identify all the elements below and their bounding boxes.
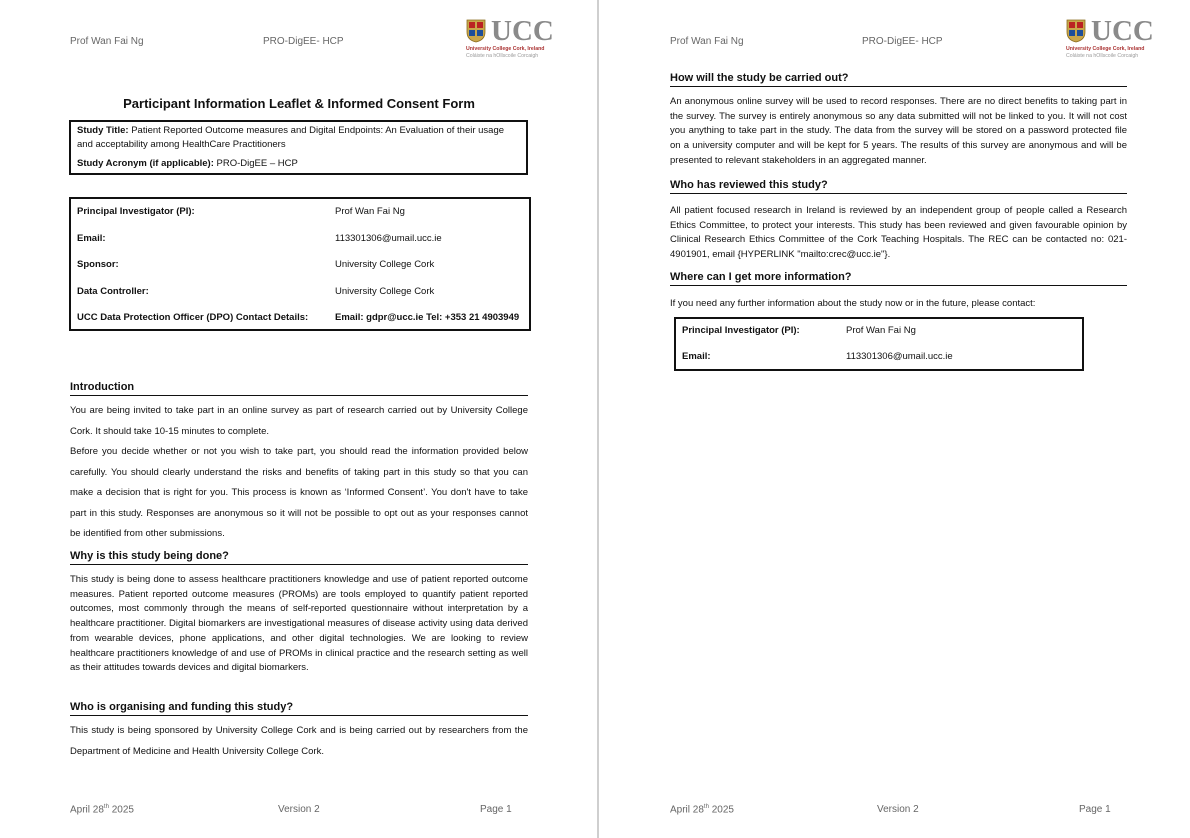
logo-wordmark: UCC [1091,15,1154,47]
section-heading-how: How will the study be carried out? [670,72,1127,87]
contact-label: Principal Investigator (PI): [77,206,195,217]
contact-value: University College Cork [335,286,435,297]
logo-subtitle-irish: Coláiste na hOllscoile Corcaigh [466,53,539,59]
ucc-logo [1066,15,1154,61]
contact-row [682,351,711,362]
who-paragraph: This study is being sponsored by University College Cork and is being carried out by researchers from the Department of Medicine and Health University College Cork. [70,725,528,757]
section-heading-who: Who is organising and funding this study? [70,701,528,716]
contact-label: Sponsor: [77,259,119,270]
footer-date: April 28th 2025 [670,804,734,816]
page-divider [597,0,599,838]
contact-row [77,233,106,244]
header-author: Prof Wan Fai Ng [670,36,744,47]
how-paragraph: An anonymous online survey will be used to record responses. There are no direct benefits to taking part in the survey. The survey is entirely anonymous so any data submitted will not be linked to you. It will not cost you anything to take part in the study. The data from the survey will be stored on a password protected file on a university computer and will be kept for 5 years. The results of this survey are anonymous and will be presented to relevant stakeholders in an aggregated manner. [670,96,1127,166]
contact-row [77,286,149,297]
footer-page: Page 1 [480,804,512,815]
section-heading-more-info: Where can I get more information? [670,271,1127,286]
study-title-value: Patient Reported Outcome measures and Digital Endpoints: An Evaluation of their usage and acceptability among HealthCare Practitioners [77,125,505,150]
crest-icon [1066,19,1086,43]
page-2 [600,0,1190,838]
contact-label: Email: [77,233,106,244]
footer-version: Version 2 [877,804,919,815]
crest-icon [466,19,486,43]
contact-value: University College Cork [335,259,435,270]
header-author: Prof Wan Fai Ng [70,36,144,47]
contact-row [682,325,800,336]
contact-value[interactable]: 113301306@umail.ucc.ie [846,351,953,362]
header-project: PRO-DigEE- HCP [862,36,943,47]
footer-date: April 28th 2025 [70,804,134,816]
logo-subtitle: University College Cork, Ireland [1066,46,1145,52]
contact-label: Principal Investigator (PI): [682,325,800,336]
logo-wordmark: UCC [491,15,554,47]
why-paragraph: This study is being done to assess healthcare practitioners knowledge and use of patient reported outcome measures. Patient reported outcome measures (PROMs) are tools employed to quantify patient reported outcomes, most commonly through the means of self-reported questionnaire without interpretation by a healthcare practitioner. Digital biomarkers are investigational measures of disease activity using data derived from wearable devices, phone applications, and other digital technologies. We are looking to review healthcare practitioners knowledge of and use of PROMs in clinical practice and the research setting as well as their attitudes towards devices and digital biomarkers. [70,574,528,674]
section-heading-reviewed: Who has reviewed this study? [670,179,1127,194]
acronym-label: Study Acronym (if applicable): [77,158,214,169]
intro-paragraph-1: You are being invited to take part in an online survey as part of research carried out by University College Cork. It should take 10-15 minutes to complete. [70,405,528,437]
section-heading-why: Why is this study being done? [70,550,528,565]
acronym-line [77,157,520,171]
contacts-box [674,317,1084,371]
contact-value: Prof Wan Fai Ng [846,325,916,336]
contact-label: UCC Data Protection Officer (DPO) Contact Details: [77,312,309,323]
contact-value: Prof Wan Fai Ng [335,206,405,217]
contact-row [77,206,195,217]
intro-paragraph-2: Before you decide whether or not you wish to take part, you should read the information provided below carefully. You should clearly understand the risks and benefits of taking part in this study so that you can make a decision that is right for you. This process is known as ‘Informed Consent’. You don't have to take part in this study. Responses are anonymous so it will not be possible to opt out as your responses cannot be identified from other submissions. [70,446,528,540]
contact-row [77,312,308,323]
contact-label: Email: [682,351,711,362]
logo-subtitle-irish: Coláiste na hOllscoile Corcaigh [1066,53,1139,59]
contact-value[interactable]: Email: gdpr@ucc.ie Tel: +353 21 4903949 [335,312,520,323]
study-title-label: Study Title: [77,125,129,136]
document-title: Participant Information Leaflet & Informed Consent Form [123,96,475,111]
section-heading-introduction: Introduction [70,381,528,396]
header-project: PRO-DigEE- HCP [263,36,344,47]
ucc-logo [466,15,554,61]
logo-subtitle: University College Cork, Ireland [466,46,545,52]
contact-label: Data Controller: [77,286,149,297]
footer-page: Page 1 [1079,804,1111,815]
study-title-box [69,120,528,175]
footer-version: Version 2 [278,804,320,815]
reviewed-paragraph: All patient focused research in Ireland is reviewed by an independent group of people called a Research Ethics Committee, to protect your interests. This study has been reviewed and given favourable opinion by Clinical Research Ethics Committee of the Cork Teaching Hospitals. The REC can be contacted no: 021-4901901, email {HYPERLINK "mailto:crec@ucc.ie"}. [670,205,1127,261]
acronym-value: PRO-DigEE – HCP [216,158,298,169]
contacts-box [69,197,531,331]
study-title-line [77,124,520,152]
contact-value[interactable]: 113301306@umail.ucc.ie [335,233,442,244]
contact-row [77,259,119,270]
more-info-paragraph: If you need any further information about the study now or in the future, please contact: [670,298,1036,309]
